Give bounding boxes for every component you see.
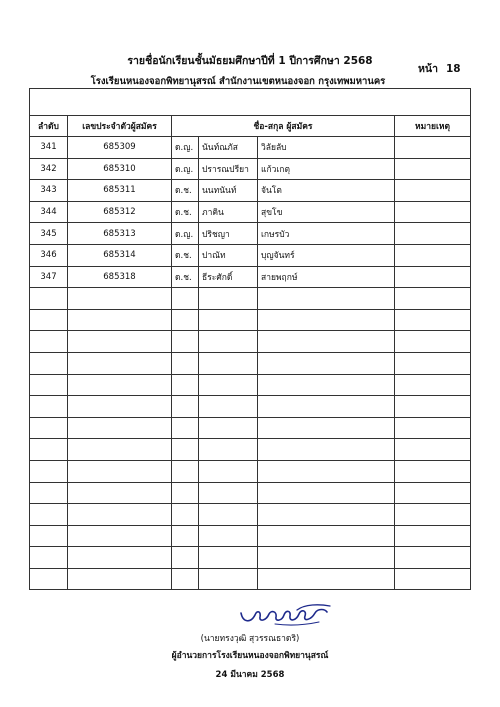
last-name: [258, 331, 395, 353]
document-date: 24 มีนาคม 2568: [215, 670, 285, 680]
first-name: [199, 568, 258, 590]
remark: [395, 244, 471, 266]
row-number: [30, 439, 68, 461]
name-title: [172, 331, 199, 353]
applicant-id: [68, 482, 172, 504]
page-label: หน้า: [418, 63, 438, 75]
row-number: [30, 504, 68, 526]
table-row: [30, 504, 471, 526]
signature-image: [235, 601, 335, 629]
first-name: ธีระศักดิ์: [199, 266, 258, 288]
table-row: [30, 180, 471, 202]
last-name: เกษรบัว: [258, 223, 395, 245]
remark: [395, 547, 471, 569]
table-row: [30, 525, 471, 547]
remark: [395, 158, 471, 180]
remark: [395, 374, 471, 396]
name-title: [172, 352, 199, 374]
table-row: [30, 137, 471, 159]
page-number-value: 18: [446, 63, 461, 75]
row-number: [30, 482, 68, 504]
remark: [395, 352, 471, 374]
table-row: [30, 309, 471, 331]
row-number: [30, 331, 68, 353]
school-line: [68, 74, 408, 89]
first-name: [199, 525, 258, 547]
name-title: [172, 439, 199, 461]
remark: [395, 568, 471, 590]
first-name: [199, 460, 258, 482]
name-title: ด.ช.: [172, 180, 199, 202]
remark: [395, 180, 471, 202]
applicant-id: 685314: [68, 244, 172, 266]
remark: [395, 288, 471, 310]
last-name: [258, 309, 395, 331]
applicant-id: 685318: [68, 266, 172, 288]
table-row: [30, 374, 471, 396]
applicant-id: [68, 439, 172, 461]
table-row: [30, 568, 471, 590]
first-name: [199, 374, 258, 396]
row-number: 344: [30, 201, 68, 223]
applicant-id: [68, 525, 172, 547]
name-title: ด.ญ.: [172, 158, 199, 180]
student-roster-table: [29, 88, 471, 590]
table-row: [30, 352, 471, 374]
table-row: [30, 460, 471, 482]
applicant-id: 685313: [68, 223, 172, 245]
row-number: [30, 417, 68, 439]
applicant-id: [68, 309, 172, 331]
first-name: [199, 417, 258, 439]
table-row: [30, 266, 471, 288]
last-name: จันโต: [258, 180, 395, 202]
remark: [395, 460, 471, 482]
row-number: 343: [30, 180, 68, 202]
remark: [395, 331, 471, 353]
last-name: [258, 417, 395, 439]
name-title: [172, 547, 199, 569]
table-body: [30, 137, 471, 590]
first-name: ปาณัท: [199, 244, 258, 266]
first-name: [199, 439, 258, 461]
row-number: 346: [30, 244, 68, 266]
column-header-no: ลำดับ: [30, 116, 68, 137]
row-number: [30, 352, 68, 374]
first-name: ภาคิน: [199, 201, 258, 223]
table-row: [30, 201, 471, 223]
applicant-id: 685311: [68, 180, 172, 202]
table-row: [30, 417, 471, 439]
applicant-id: 685309: [68, 137, 172, 159]
last-name: [258, 504, 395, 526]
applicant-id: [68, 396, 172, 418]
first-name: [199, 331, 258, 353]
applicant-id: 685310: [68, 158, 172, 180]
name-title: [172, 482, 199, 504]
first-name: [199, 352, 258, 374]
applicant-id: [68, 460, 172, 482]
remark: [395, 482, 471, 504]
name-title: [172, 374, 199, 396]
table-row: [30, 482, 471, 504]
last-name: สุขโข: [258, 201, 395, 223]
applicant-id: [68, 331, 172, 353]
first-name: [199, 482, 258, 504]
table-row: [30, 244, 471, 266]
first-name: [199, 396, 258, 418]
row-number: [30, 374, 68, 396]
first-name: [199, 504, 258, 526]
column-header-remark: หมายเหตุ: [395, 116, 471, 137]
row-number: [30, 547, 68, 569]
remark: [395, 137, 471, 159]
last-name: [258, 568, 395, 590]
row-number: [30, 568, 68, 590]
row-number: [30, 525, 68, 547]
applicant-id: [68, 352, 172, 374]
remark: [395, 417, 471, 439]
table-top-blank-row: [30, 89, 471, 116]
first-name: ปรารณปรียา: [199, 158, 258, 180]
last-name: สายพฤกษ์: [258, 266, 395, 288]
signer-name: (นายทรงวุฒิ สุวรรณธาดริ): [200, 634, 300, 644]
column-header-name: ชื่อ-สกุล ผู้สมัคร: [172, 116, 395, 137]
applicant-id: [68, 547, 172, 569]
remark: [395, 439, 471, 461]
last-name: [258, 525, 395, 547]
name-title: ด.ช.: [172, 266, 199, 288]
table-row: [30, 331, 471, 353]
last-name: วิลัยลับ: [258, 137, 395, 159]
last-name: แก้วเกตุ: [258, 158, 395, 180]
last-name: [258, 482, 395, 504]
row-number: [30, 309, 68, 331]
last-name: [258, 352, 395, 374]
last-name: [258, 396, 395, 418]
document-title: รายชื่อนักเรียนชั้นมัธยมศึกษาปีที่ 1 ปีการศึกษา 2568: [127, 55, 373, 67]
signer-position: ผู้อำนวยการโรงเรียนหนองจอกพิทยานุสรณ์: [171, 651, 329, 661]
remark: [395, 504, 471, 526]
first-name: [199, 288, 258, 310]
name-title: ด.ญ.: [172, 137, 199, 159]
table-row: [30, 288, 471, 310]
row-number: 342: [30, 158, 68, 180]
applicant-id: [68, 504, 172, 526]
remark: [395, 525, 471, 547]
remark: [395, 201, 471, 223]
name-title: ด.ช.: [172, 201, 199, 223]
remark: [395, 223, 471, 245]
applicant-id: [68, 568, 172, 590]
name-title: [172, 288, 199, 310]
first-name: [199, 309, 258, 331]
name-title: [172, 460, 199, 482]
page-number: [418, 60, 461, 77]
school-line-text: โรงเรียนหนองจอกพิทยานุสรณ์ สำนักงานเขตหนองจอก กรุงเทพมหานคร: [90, 76, 386, 87]
remark: [395, 396, 471, 418]
first-name: นันท์ณภัส: [199, 137, 258, 159]
name-title: [172, 396, 199, 418]
table-row: [30, 547, 471, 569]
last-name: [258, 288, 395, 310]
row-number: [30, 396, 68, 418]
applicant-id: 685312: [68, 201, 172, 223]
last-name: [258, 460, 395, 482]
first-name: ปริชญา: [199, 223, 258, 245]
last-name: [258, 374, 395, 396]
last-name: บุญจันทร์: [258, 244, 395, 266]
remark: [395, 266, 471, 288]
last-name: [258, 439, 395, 461]
applicant-id: [68, 288, 172, 310]
name-title: [172, 525, 199, 547]
first-name: นนทนันท์: [199, 180, 258, 202]
row-number: 341: [30, 137, 68, 159]
applicant-id: [68, 417, 172, 439]
name-title: [172, 309, 199, 331]
table-row: [30, 158, 471, 180]
first-name: [199, 547, 258, 569]
table-row: [30, 223, 471, 245]
table-row: [30, 396, 471, 418]
applicant-id: [68, 374, 172, 396]
name-title: [172, 504, 199, 526]
name-title: ด.ญ.: [172, 223, 199, 245]
last-name: [258, 547, 395, 569]
row-number: [30, 460, 68, 482]
row-number: [30, 288, 68, 310]
column-header-applicant-id: เลขประจำตัวผู้สมัคร: [68, 116, 172, 137]
row-number: 345: [30, 223, 68, 245]
table-header-row: [30, 116, 471, 137]
name-title: [172, 568, 199, 590]
remark: [395, 309, 471, 331]
table-row: [30, 439, 471, 461]
row-number: 347: [30, 266, 68, 288]
name-title: ด.ช.: [172, 244, 199, 266]
name-title: [172, 417, 199, 439]
